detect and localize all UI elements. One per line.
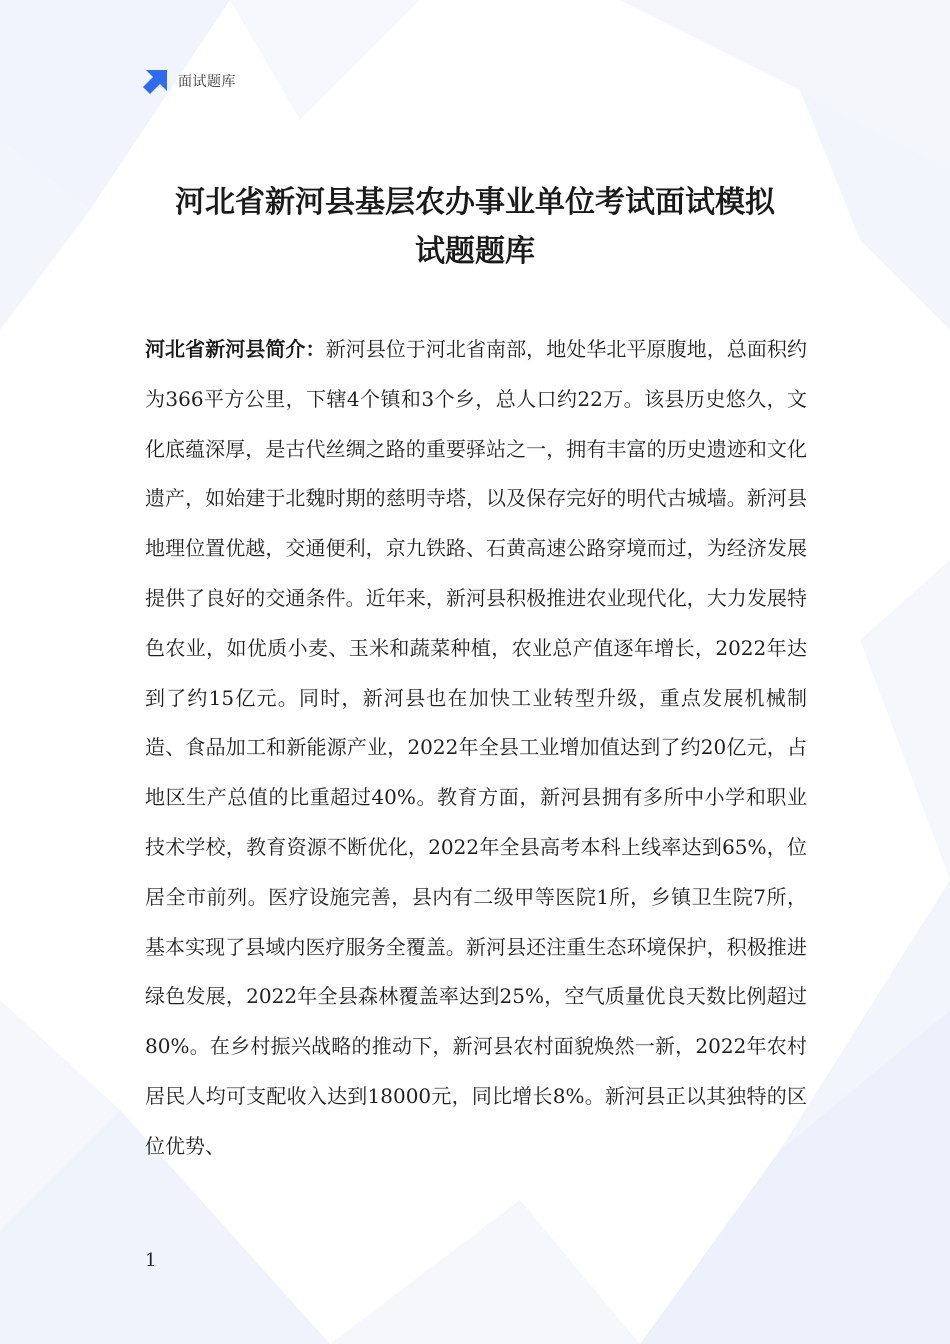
page-title-line-2: 试题题库 xyxy=(415,234,535,269)
page-title xyxy=(140,178,810,276)
brand-label: 面试题库 xyxy=(178,74,236,90)
intro-text: 新河县位于河北省南部，地处华北平原腹地，总面积约为366平方公里，下辖4个镇和3个乡，总人口约22万。该县历史悠久，文化底蕴深厚，是古代丝绸之路的重要驿站之一，拥有丰富的历史遗迹和文化遗产，如始建于北魏时期的慈明寺塔，以及保存完好的明代古城墙。新河县地理位置优越，交通便利，京九铁路、石黄高速公路穿境而过，为经济发展提供了良好的交通条件。近年来，新河县积极推进农业现代化，大力发展特色农业，如优质小麦、玉米和蔬菜种植，农业总产值逐年增长，2022年达到了约15亿元。同时，新河县也在加快工业转型升级，重点发展机械制造、食品加工和新能源产业，2022年全县工业增加值达到了约20亿元，占地区生产总值的比重超过40%。教育方面，新河县拥有多所中小学和职业技术学校，教育资源不断优化，2022年全县高考本科上线率达到65%，位居全市前列。医疗设施完善，县内有二级甲等医院1所，乡镇卫生院7所，基本实现了县域内医疗服务全覆盖。新河县还注重生态环境保护，积极推进绿色发展，2022年全县森林覆盖率达到25%，空气质量优良天数比例超过80%。在乡村振兴战略的推动下，新河县农村面貌焕然一新，2022年农村居民人均可支配收入达到18000元，同比增长8%。新河县正以其独特的区位优势、 xyxy=(145,337,807,1158)
arrow-up-right-icon xyxy=(143,68,169,94)
intro-paragraph xyxy=(145,325,807,1172)
page-number: 1 xyxy=(145,1250,157,1271)
document-header xyxy=(143,68,236,94)
intro-label: 河北省新河县简介： xyxy=(145,337,326,361)
page-title-line-1: 河北省新河县基层农办事业单位考试面试模拟 xyxy=(175,185,775,220)
